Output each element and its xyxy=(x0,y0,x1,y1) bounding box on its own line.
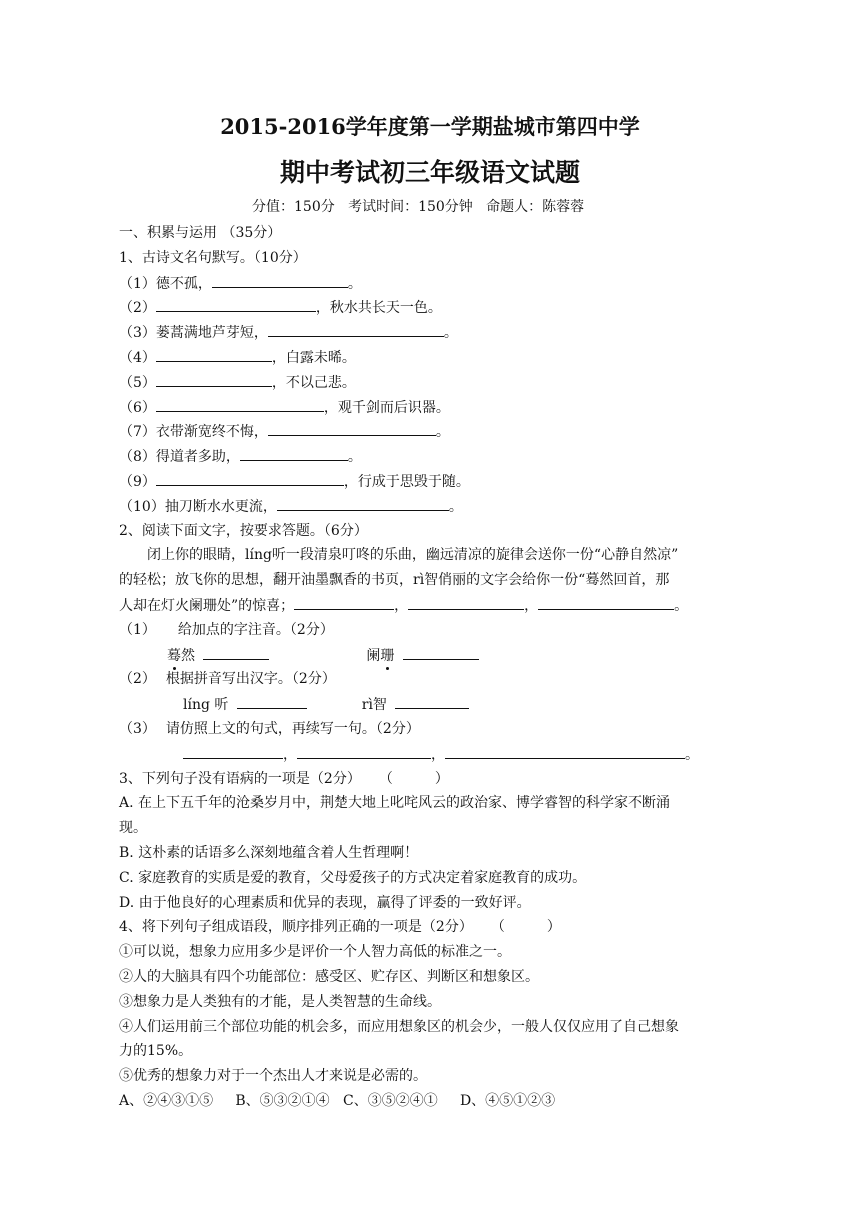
q2-pinyin-blank-1[interactable] xyxy=(203,643,269,660)
q4-sentence-1: ①可以说，想象力应用多少是评价一个人智力高低的标准之一。 xyxy=(119,944,511,961)
q2-imitate-blank-1[interactable] xyxy=(183,742,283,759)
q2-pinyin-blank-2[interactable] xyxy=(403,643,479,660)
q1-item-10-pre: （10）抽刀断水水更流， xyxy=(119,498,277,515)
q1-item-7-pre: （7）衣带渐宽终不悔， xyxy=(119,424,268,441)
q2-sub-1-answers xyxy=(119,643,719,668)
q1-item-2-blank[interactable] xyxy=(156,295,316,312)
q1-item-10-post: 。 xyxy=(448,498,463,515)
q1-item-10 xyxy=(119,494,719,519)
exam-title-school: 2015-2016学年度第一学期盐城市第四中学 xyxy=(220,114,640,139)
q2-sub-2-answers xyxy=(119,692,719,717)
q3-answer-paren[interactable]: （ ） xyxy=(378,770,449,787)
q1-item-1-pre: （1）德不孤， xyxy=(119,275,212,292)
exam-meta-info: 分值：150分 考试时间：150分钟 命题人：陈蓉蓉 xyxy=(252,199,585,215)
q1-item-5-blank[interactable] xyxy=(156,370,272,387)
q1-item-1 xyxy=(119,271,719,296)
q4-answer-paren[interactable]: （ ） xyxy=(490,919,561,936)
q2-imitate-sep-2: ， xyxy=(431,746,445,763)
q2-sub-2-text: 根据拼音写出汉字。（2分） xyxy=(165,671,336,688)
q2-blank-3[interactable] xyxy=(538,593,674,610)
q2-blank-1[interactable] xyxy=(294,593,394,610)
q2-hanzi-blank-2[interactable] xyxy=(395,692,469,709)
q3-option-a-line-1: A. 在上下五千年的沧桑岁月中，荆楚大地上叱咤风云的政治家、博学睿智的科学家不断涌 xyxy=(119,795,671,812)
q1-item-5-post: ，不以己悲。 xyxy=(271,374,356,391)
q1-item-9-post: ，行成于思毁于随。 xyxy=(343,473,470,490)
question-1-stem: 1、古诗文名句默写。（10分） xyxy=(119,249,307,266)
q1-item-7-post: 。 xyxy=(435,424,450,441)
q2-sub-3-answers xyxy=(119,742,719,767)
q2-word-2-dotted: 珊 xyxy=(380,647,395,664)
q2-sep-1: ， xyxy=(394,597,409,614)
q2-sub-2-label: （2） xyxy=(119,671,156,688)
q1-item-3-blank[interactable] xyxy=(268,320,444,337)
q3-option-b: B. 这朴素的话语多么深刻地蕴含着人生哲理啊！ xyxy=(119,844,419,861)
q2-sub-1-text: 给加点的字注音。（2分） xyxy=(177,621,334,638)
q1-item-4-post: ，白露未晞。 xyxy=(271,349,356,366)
q2-imitate-blank-2[interactable] xyxy=(297,742,431,759)
q1-item-7-blank[interactable] xyxy=(268,419,436,436)
q1-item-1-blank[interactable] xyxy=(212,271,348,288)
q2-sub-3-label: （3） xyxy=(119,720,156,737)
q1-item-3-pre: （3）蒌蒿满地芦芽短， xyxy=(119,325,268,342)
q1-item-4-blank[interactable] xyxy=(156,345,272,362)
q2-word-1-rest: 然 xyxy=(181,647,195,664)
q2-hanzi-blank-1[interactable] xyxy=(237,692,307,709)
q2-sub-1 xyxy=(119,618,719,643)
q2-blank-2[interactable] xyxy=(408,593,524,610)
question-4-stem-line xyxy=(119,915,719,940)
q2-passage-line-3 xyxy=(119,593,719,618)
q4-sentence-3: ③想象力是人类独有的才能，是人类智慧的生命线。 xyxy=(119,993,441,1010)
q3-option-c: C. 家庭教育的实质是爱的教育，父母爱孩子的方式决定着家庭教育的成功。 xyxy=(119,869,587,886)
q2-imitate-end: 。 xyxy=(685,746,699,763)
q3-option-d: D. 由于他良好的心理素质和优异的表现，赢得了评委的一致好评。 xyxy=(119,894,531,911)
exam-title-subject: 期中考试初三年级语文试题 xyxy=(279,158,580,187)
exam-content xyxy=(119,221,719,1114)
section-heading: 一、积累与运用 （35分） xyxy=(119,225,282,241)
q2-sub-3-text: 请仿照上文的句式，再续写一句。（2分） xyxy=(165,720,420,737)
q1-item-6 xyxy=(119,395,719,420)
q1-item-6-blank[interactable] xyxy=(156,395,324,412)
q1-item-7 xyxy=(119,419,719,444)
q1-item-10-blank[interactable] xyxy=(277,494,449,511)
q1-item-3 xyxy=(119,320,719,345)
q4-options: A、②④③①⑤ B、⑤③②①④ C、③⑤②④① D、④⑤①②③ xyxy=(119,1092,556,1109)
q3-option-a-line-2: 现。 xyxy=(119,820,147,837)
q2-pinyin-1: líng 听 xyxy=(183,697,229,714)
q4-sentence-2: ②人的大脑具有四个功能部位：感受区、贮存区、判断区和想象区。 xyxy=(119,968,539,985)
q2-sub-2 xyxy=(119,667,719,692)
q1-item-2 xyxy=(119,295,719,320)
question-3-stem-line xyxy=(119,767,719,792)
q2-pinyin-2: rì智 xyxy=(361,697,387,714)
q1-item-6-post: ，观千剑而后识器。 xyxy=(323,399,450,416)
q1-item-1-post: 。 xyxy=(347,275,362,292)
q1-item-4-pre: （4） xyxy=(119,349,156,366)
q1-item-2-pre: （2） xyxy=(119,300,156,317)
q2-sub-3 xyxy=(119,717,719,742)
question-4-stem: 4、将下列句子组成语段，顺序排列正确的一项是（2分） xyxy=(119,919,473,936)
q2-end: 。 xyxy=(674,597,689,614)
q1-item-8-blank[interactable] xyxy=(240,444,348,461)
question-3-stem: 3、下列句子没有语病的一项是（2分） xyxy=(119,770,361,787)
q4-sentence-4-line-1: ④人们运用前三个部位功能的机会多，而应用想象区的机会少，一般人仅仅应用了自己想象 xyxy=(119,1018,679,1035)
q2-sep-2: ， xyxy=(524,597,539,614)
question-2-stem: 2、阅读下面文字，按要求答题。（6分） xyxy=(119,522,368,539)
q2-sub-1-label: （1） xyxy=(119,621,156,638)
q2-word-2-rest: 阑 xyxy=(366,647,381,664)
q2-imitate-sep-1: ， xyxy=(283,746,297,763)
q1-item-4 xyxy=(119,345,719,370)
q2-word-1-dotted: 蓦 xyxy=(167,647,181,664)
q1-item-5 xyxy=(119,370,719,395)
q1-item-9 xyxy=(119,469,719,494)
q4-sentence-4-line-2: 力的15%。 xyxy=(119,1043,193,1060)
q1-item-8-post: 。 xyxy=(347,449,362,466)
q2-passage-line-1: 闭上你的眼睛，líng听一段清泉叮咚的乐曲，幽远清凉的旋律会送你一份“心静自然凉” xyxy=(147,547,679,564)
q1-item-9-pre: （9） xyxy=(119,473,156,490)
q1-item-3-post: 。 xyxy=(443,325,458,342)
q1-item-8 xyxy=(119,444,719,469)
q2-passage-line-3-text: 人却在灯火阑珊处”的惊喜； xyxy=(119,597,295,614)
q2-imitate-blank-3[interactable] xyxy=(445,742,685,759)
q1-item-6-pre: （6） xyxy=(119,399,156,416)
q1-item-2-post: ，秋水共长天一色。 xyxy=(315,300,442,317)
q1-item-9-blank[interactable] xyxy=(156,469,344,486)
q4-sentence-5: ⑤优秀的想象力对于一个杰出人才来说是必需的。 xyxy=(119,1068,427,1085)
q2-passage-line-2: 的轻松；放飞你的思想，翻开油墨飘香的书页，rì智俏丽的文字会给你一份“蓦然回首，那 xyxy=(119,572,670,589)
q1-item-5-pre: （5） xyxy=(119,374,156,391)
q1-item-8-pre: （8）得道者多助， xyxy=(119,449,240,466)
